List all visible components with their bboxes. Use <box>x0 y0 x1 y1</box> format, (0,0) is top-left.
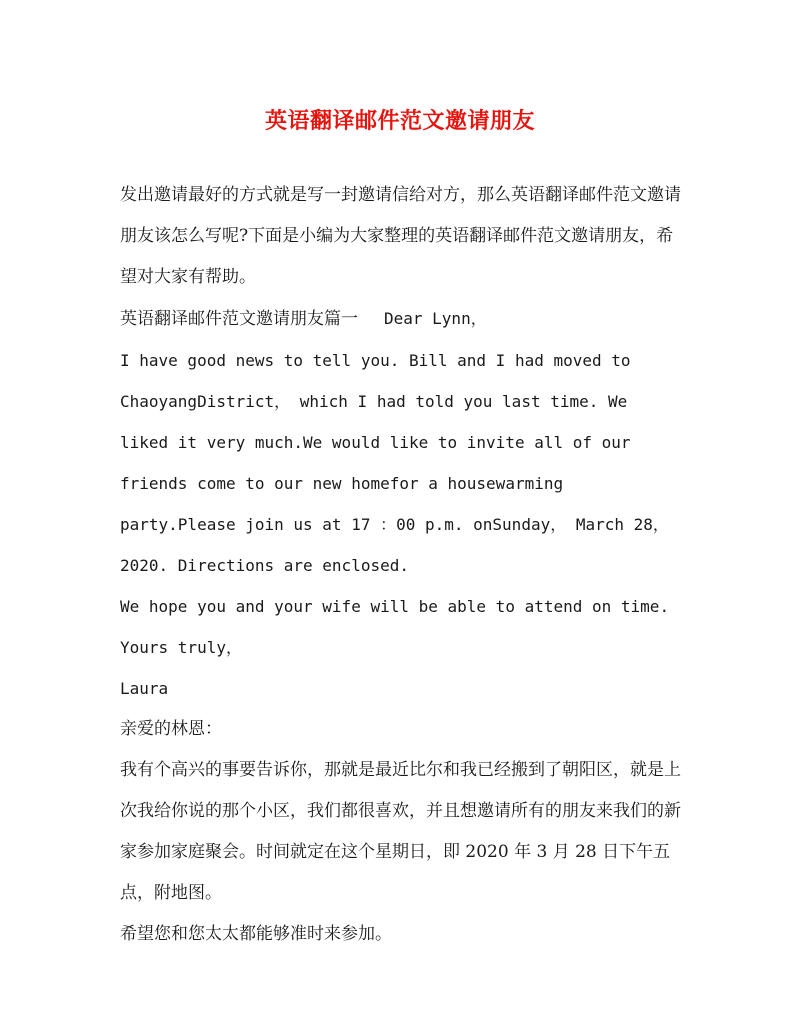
chinese-greeting: 亲爱的林恩： <box>120 719 222 739</box>
intro-paragraph: 发出邀请最好的方式就是写一封邀请信给对方，那么英语翻译邮件范文邀请朋友该怎么写呢?下面是小编为大家整理的英语翻译邮件范文邀请朋友，希望对大家有帮助。 <box>120 185 681 287</box>
english-signoff: Yours truly， <box>120 638 242 657</box>
document-title: 英语翻译邮件范文邀请朋友 <box>264 108 535 134</box>
greeting-en: Dear Lynn， <box>384 309 487 328</box>
english-signature: Laura <box>120 679 169 698</box>
section-heading: 英语翻译邮件范文邀请朋友篇一 <box>120 309 358 329</box>
english-body: I have good news to tell you. Bill and I had moved to ChaoyangDistrict， which I had told you last time. We liked it very much.We would like to invite all of our friends come to our new homefor a housewarming party.Please join us at 17 ：00 p.m. onSunday， March 28， 2020. Directions are enclosed. <box>120 351 669 575</box>
chinese-closing-line: 希望您和您太太都能够准时来参加。 <box>120 924 392 944</box>
document-body <box>120 175 682 955</box>
chinese-body: 我有个高兴的事要告诉你，那就是最近比尔和我已经搬到了朝阳区，就是上次我给你说的那个小区，我们都很喜欢，并且想邀请所有的朋友来我们的新家参加家庭聚会。时间就定在这个星期日，即 2020 年 3 月 28 日下午五点，附地图。 <box>120 760 681 903</box>
english-closing-line: We hope you and your wife will be able to attend on time. <box>120 597 670 616</box>
section-heading-line <box>120 298 682 340</box>
